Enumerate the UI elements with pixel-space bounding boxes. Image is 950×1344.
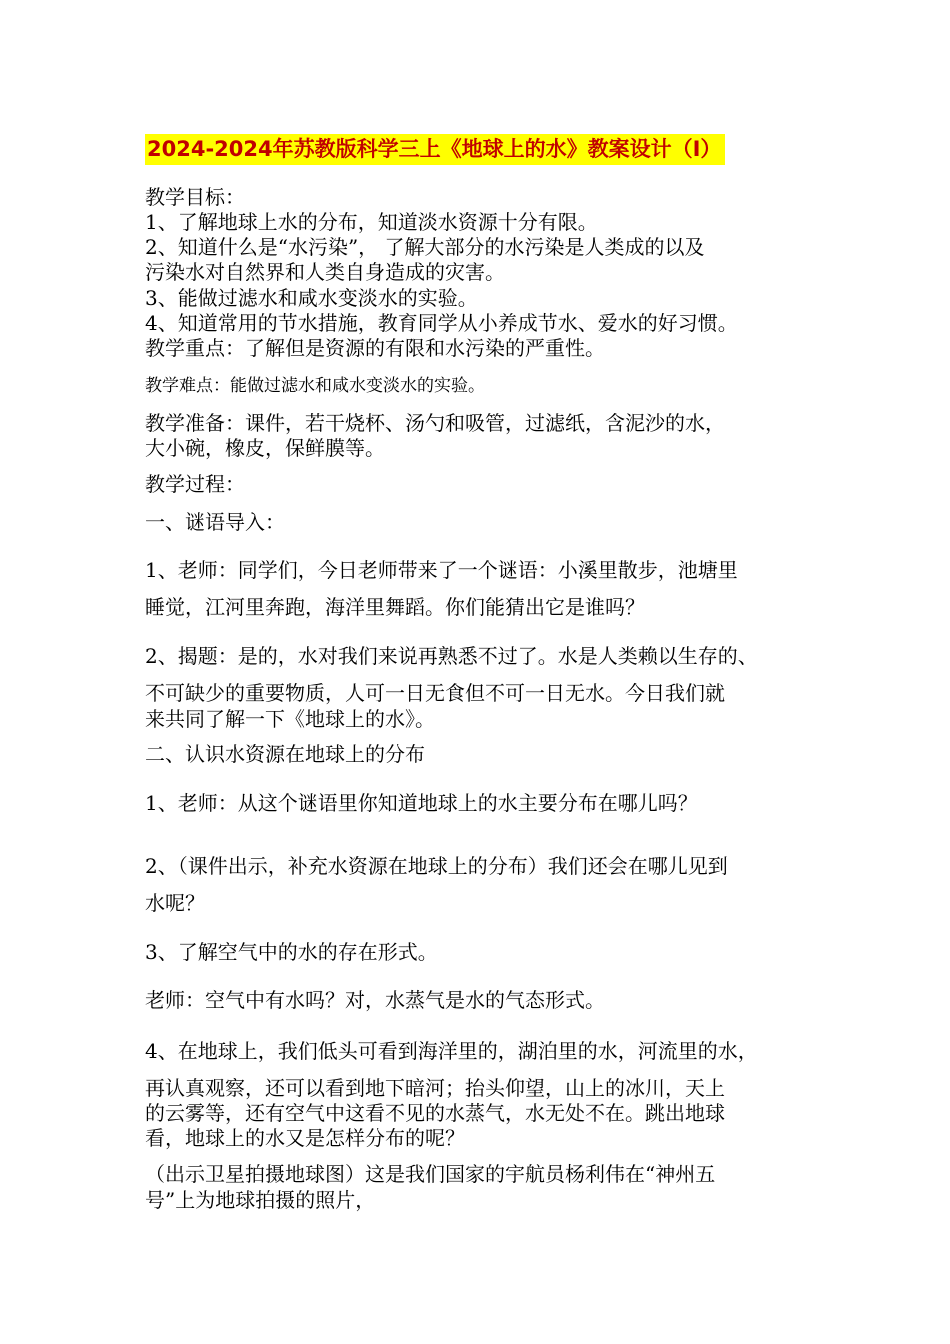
text-line: 3、能做过滤水和咸水变淡水的实验。 (145, 286, 478, 310)
text-line: 3、了解空气中的水的存在形式。 (145, 940, 438, 964)
text-line: 教学难点：能做过滤水和咸水变淡水的实验。 (145, 376, 485, 396)
text-line: 来共同了解一下《地球上的水》。 (145, 707, 435, 731)
text-line: 水呢？ (145, 891, 205, 915)
text-line: 号”上为地球拍摄的照片， (145, 1188, 376, 1212)
text-line: 老师：空气中有水吗？对，水蒸气是水的气态形式。 (145, 988, 605, 1012)
text-line: （出示卫星拍摄地球图）这是我们国家的宇航员杨利伟在“神州五 (145, 1162, 716, 1186)
document-title: 2024-2024年苏教版科学三上《地球上的水》教案设计（I） (145, 134, 725, 165)
text-line: 大小碗，橡皮，保鲜膜等。 (145, 436, 385, 460)
text-line: 1、老师：从这个谜语里你知道地球上的水主要分布在哪儿吗？ (145, 791, 698, 815)
text-line: 看，地球上的水又是怎样分布的呢？ (145, 1126, 465, 1150)
text-line: 教学过程： (145, 472, 245, 496)
section-heading: 一、谜语导入： (145, 510, 285, 534)
text-line: 2、（课件出示，补充水资源在地球上的分布）我们还会在哪儿见到 (145, 854, 728, 878)
text-line: 2、揭题：是的，水对我们来说再熟悉不过了。水是人类赖以生存的、 (145, 644, 758, 668)
text-line: 污染水对自然界和人类自身造成的灾害。 (145, 260, 505, 284)
text-line: 再认真观察，还可以看到地下暗河；抬头仰望，山上的冰川，天上 (145, 1076, 725, 1100)
text-line: 2、知道什么是“水污染”， 了解大部分的水污染是人类成的以及 (145, 235, 705, 259)
section-heading: 二、认识水资源在地球上的分布 (145, 742, 425, 766)
text-line: 4、在地球上，我们低头可看到海洋里的，湖泊里的水，河流里的水， (145, 1039, 758, 1063)
text-line: 教学目标： (145, 185, 245, 209)
text-line: 教学重点：了解但是资源的有限和水污染的严重性。 (145, 336, 605, 360)
text-line: 的云雾等，还有空气中这看不见的水蒸气，水无处不在。跳出地球 (145, 1101, 725, 1125)
text-line: 睡觉，江河里奔跑，海洋里舞蹈。你们能猜出它是谁吗？ (145, 595, 645, 619)
text-line: 1、了解地球上水的分布，知道淡水资源十分有限。 (145, 210, 598, 234)
text-line: 教学准备：课件，若干烧杯、汤勺和吸管，过滤纸，含泥沙的水， (145, 411, 725, 435)
text-line: 不可缺少的重要物质，人可一日无食但不可一日无水。今日我们就 (145, 681, 725, 705)
text-line: 1、老师：同学们，今日老师带来了一个谜语：小溪里散步，池塘里 (145, 558, 738, 582)
text-line: 4、知道常用的节水措施，教育同学从小养成节水、爱水的好习惯。 (145, 311, 738, 335)
